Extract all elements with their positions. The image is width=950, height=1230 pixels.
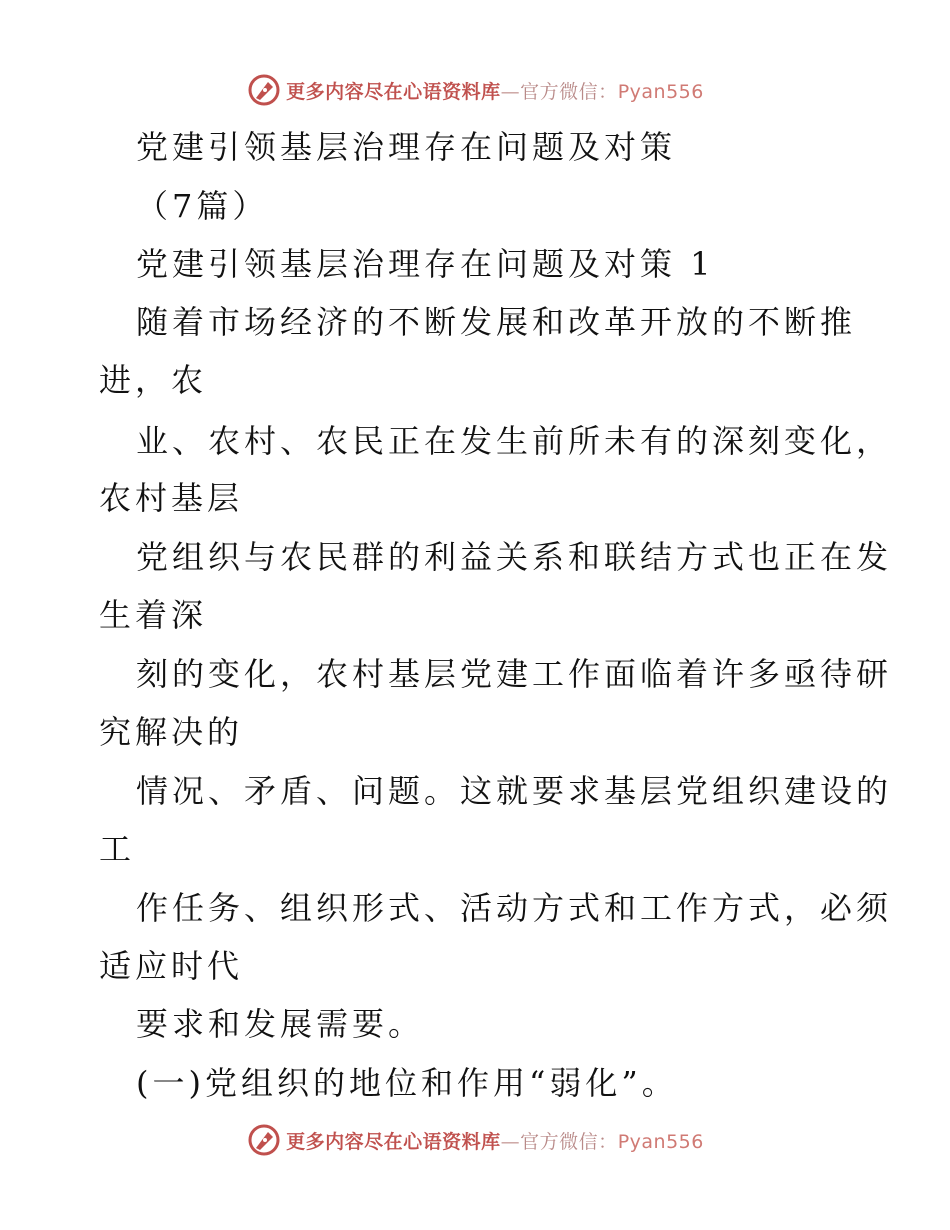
watermark-site-name: 更多内容尽在心语资料库 — [286, 80, 501, 103]
watermark-content — [246, 1122, 704, 1158]
watermark-content — [246, 72, 704, 108]
paragraph-line: 作任务、组织形式、活动方式和工作方式，必须 — [136, 889, 893, 927]
watermark-wechat-label: 官方微信： — [520, 80, 618, 103]
document-subtitle: （7篇） — [136, 187, 269, 225]
subsection-heading: (一)党组织的地位和作用“弱化”。 — [136, 1064, 678, 1102]
watermark-wechat-label: 官方微信： — [520, 1130, 618, 1153]
watermark-wechat-id: Pyan556 — [617, 80, 704, 103]
paragraph-line: 生着深 — [99, 596, 208, 634]
paragraph-line: 刻的变化，农村基层党建工作面临着许多亟待研 — [136, 655, 893, 693]
watermark-separator: — — [500, 1130, 521, 1153]
pen-nib-circle-logo-icon — [246, 1122, 282, 1158]
paragraph-line: 农村基层 — [99, 479, 244, 517]
watermark-site-name: 更多内容尽在心语资料库 — [286, 1130, 501, 1153]
document-title: 党建引领基层治理存在问题及对策 — [136, 128, 677, 166]
paragraph-line: 随着市场经济的不断发展和改革开放的不断推 — [136, 303, 857, 341]
section-heading: 党建引领基层治理存在问题及对策 1 — [136, 245, 715, 283]
paragraph-line: 工 — [99, 830, 136, 868]
header-watermark — [0, 70, 950, 110]
footer-watermark — [0, 1120, 950, 1160]
paragraph-line: 党组织与农民群的利益关系和联结方式也正在发 — [136, 538, 893, 576]
pen-nib-circle-logo-icon — [246, 72, 282, 108]
paragraph-line: 业、农村、农民正在发生前所未有的深刻变化， — [136, 422, 893, 460]
paragraph-line: 适应时代 — [99, 947, 244, 985]
paragraph-line: 进，农 — [99, 361, 208, 399]
paragraph-line: 要求和发展需要。 — [136, 1005, 425, 1043]
watermark-wechat-id: Pyan556 — [617, 1130, 704, 1153]
paragraph-line: 情况、矛盾、问题。这就要求基层党组织建设的 — [136, 772, 893, 810]
paragraph-line: 究解决的 — [99, 713, 244, 751]
watermark-separator: — — [500, 80, 521, 103]
